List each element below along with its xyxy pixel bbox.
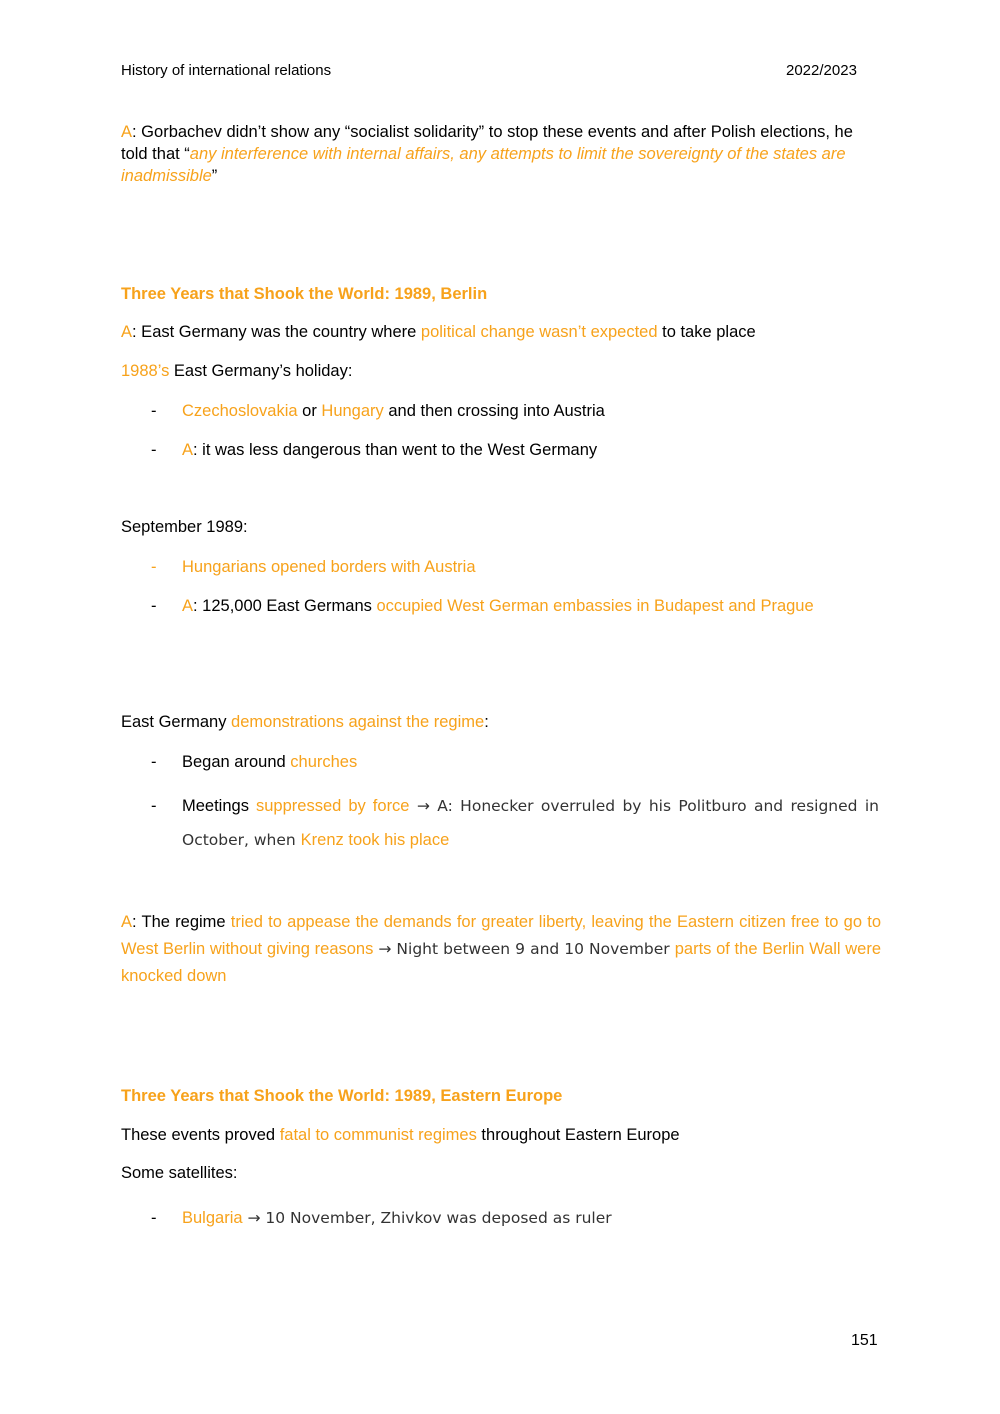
bullet-dash: - [151, 597, 157, 615]
highlight: suppressed by force [256, 797, 410, 815]
text: to take place [657, 323, 756, 341]
highlight: Bulgaria [182, 1209, 243, 1227]
answer-marker: A [182, 441, 194, 459]
header-year: 2022/2023 [786, 62, 857, 79]
paragraph-holiday [121, 360, 881, 382]
text: Meetings [182, 797, 256, 815]
text: and then crossing into Austria [383, 402, 605, 420]
text: Began around [182, 753, 291, 771]
answer-marker: A [182, 597, 194, 615]
section-heading-eastern-europe: Three Years that Shook the World: 1989, Eastern Europe [121, 1087, 563, 1105]
text: East Germany [121, 713, 232, 731]
highlight: political change wasn’t expected [420, 323, 658, 341]
text: : The regime [132, 913, 231, 931]
paragraph-east-germany [121, 321, 881, 343]
text: throughout Eastern Europe [476, 1126, 680, 1144]
bullet-dash: - [151, 441, 157, 459]
text: : 125,000 East Germans [193, 597, 377, 615]
bullet-dash: - [151, 753, 157, 771]
highlight: 1988’s [121, 362, 170, 380]
highlight: churches [290, 753, 358, 771]
paragraph-september: September 1989: [121, 518, 248, 536]
bullet-dash: - [151, 1209, 157, 1227]
bullet-dash: - [151, 797, 157, 815]
text: : Gorbachev didn’t show any “socialist solidarity” to stop these events and after Polish elections, he told that “ [121, 123, 853, 163]
bullet-dash: - [151, 558, 157, 576]
text: : [484, 713, 489, 731]
highlight: Hungarians opened borders with Austria [182, 558, 476, 576]
answer-marker: A [121, 123, 133, 141]
page-number: 151 [851, 1332, 878, 1349]
highlight: Krenz took his place [300, 831, 450, 849]
paragraph-berlin-wall [121, 909, 881, 990]
highlight: tried to appease the demands for greater liberty, leaving the Eastern citizen free to go to West Berlin without giving reasons [121, 913, 881, 958]
highlight: Czechoslovakia [182, 402, 298, 420]
section-heading-berlin: Three Years that Shook the World: 1989, Berlin [121, 285, 488, 303]
highlight: parts of the Berlin Wall were knocked down [121, 940, 882, 985]
text: : it was less dangerous than went to the West Germany [193, 441, 598, 459]
text: → 10 November, Zhivkov was deposed as ruler [242, 1209, 612, 1227]
highlight: occupied West German embassies in Budapest and Prague [376, 597, 814, 615]
highlight: demonstrations against the regime [231, 713, 485, 731]
text: or [297, 402, 322, 420]
bullet-dash: - [151, 402, 157, 420]
answer-marker: A [121, 913, 133, 931]
text: ” [211, 167, 218, 185]
answer-marker: A [121, 323, 133, 341]
paragraph-fatal [121, 1124, 881, 1146]
gorbachev-paragraph [121, 121, 881, 187]
quote: any interference with internal affairs, any attempts to limit the sovereignty of the states are inadmissible [121, 145, 846, 185]
paragraph-satellites: Some satellites: [121, 1164, 238, 1182]
highlight: Hungary [321, 402, 384, 420]
text: East Germany’s holiday: [169, 362, 353, 380]
paragraph-demonstrations [121, 711, 881, 733]
text: These events proved [121, 1126, 280, 1144]
text: → Night between 9 and 10 November [373, 940, 675, 958]
header-title: History of international relations [121, 62, 332, 79]
text: : East Germany was the country where [132, 323, 421, 341]
text: → A: Honecker overruled by his Politburo and resigned in October, when [182, 797, 879, 849]
highlight: fatal to communist regimes [279, 1126, 477, 1144]
